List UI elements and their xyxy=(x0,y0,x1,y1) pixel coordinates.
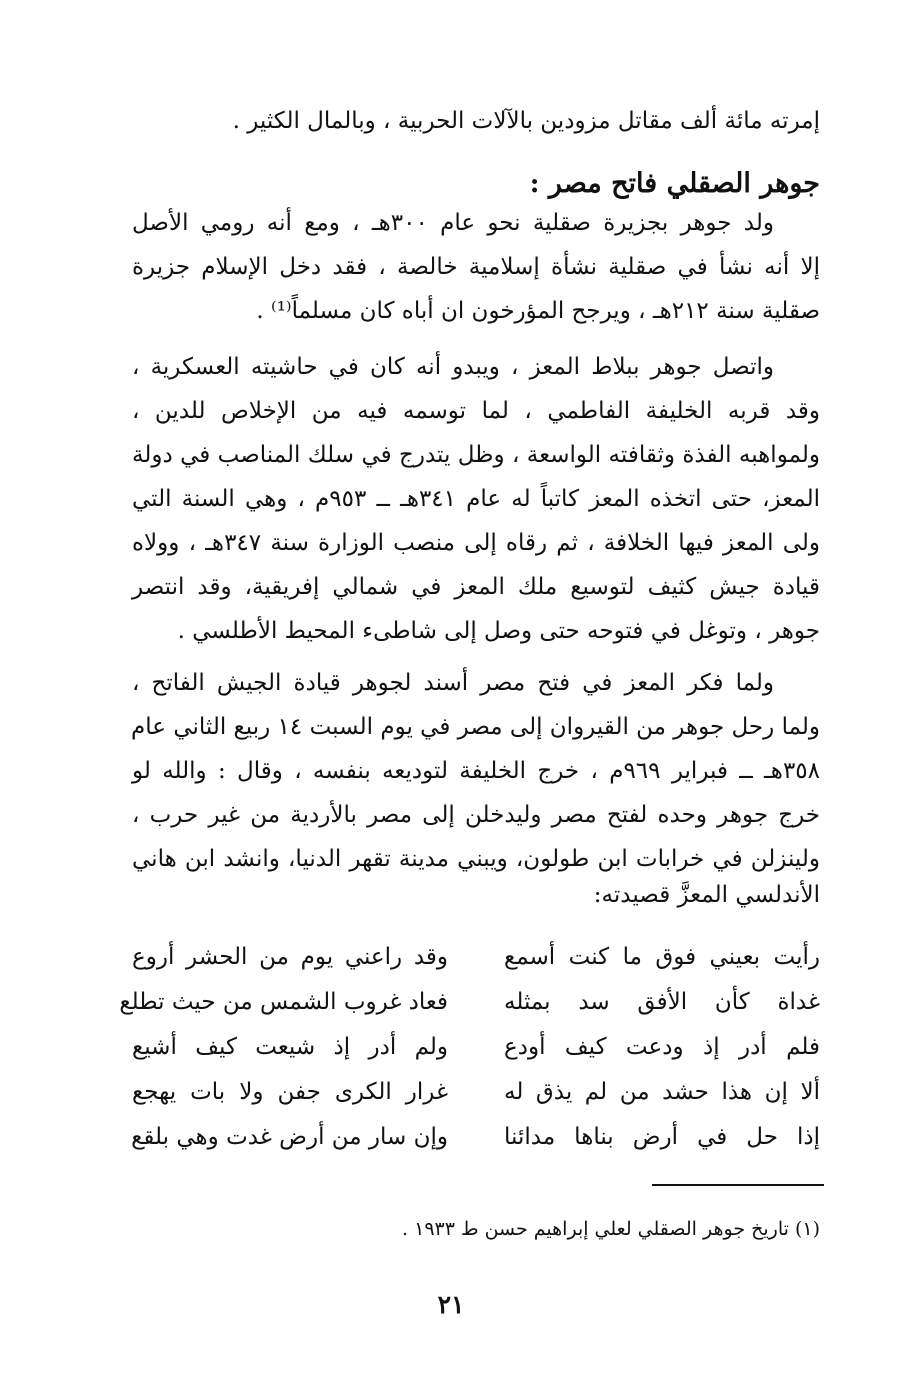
text-line: واتصل جوهر ببلاط المعز ، ويبدو أنه كان في حاشيته العسكرية ، xyxy=(132,354,774,380)
section-heading: جوهر الصقلي فاتح مصر : xyxy=(529,168,820,199)
paragraph-birth xyxy=(132,212,820,344)
text-line: ولينزلن في خرابات ابن طولون، ويبني مدينة تقهر الدنيا، وانشد ابن هاني xyxy=(132,846,820,872)
poem-second-hemistich: ولم أدر إذ شيعت كيف أشيع xyxy=(132,1034,448,1060)
text-line: ولما رحل جوهر من القيروان إلى مصر في يوم السبت ١٤ ربيع الثاني عام xyxy=(131,714,820,740)
text-line: إمرته مائة ألف مقاتل مزودين بالآلات الحربية ، وبالمال الكثير . xyxy=(232,108,820,134)
poem-second-hemistich: غرار الكرى جفن ولا بات يهجع xyxy=(132,1079,448,1105)
poem xyxy=(119,944,820,1169)
text-line: جوهر ، وتوغل في فتوحه حتى وصل إلى شاطىء المحيط الأطلسي . xyxy=(177,618,820,644)
page-number: ٢١ xyxy=(437,1290,465,1319)
poem-first-hemistich: فلم أدر إذ ودعت كيف أودع xyxy=(504,1034,820,1060)
text-line: ولما فكر المعز في فتح مصر أسند لجوهر قيادة الجيش الفاتح ، xyxy=(132,670,774,696)
intro-paragraph xyxy=(132,110,820,133)
footnote: (١) تاريخ جوهر الصقلي لعلي إبراهيم حسن ط ١٩٣٣ . xyxy=(402,1218,820,1240)
paragraph-career xyxy=(132,356,820,664)
footnote-separator xyxy=(652,1184,824,1186)
poem-verse xyxy=(132,1079,820,1124)
poem-verse xyxy=(119,989,820,1034)
poem-first-hemistich: ألا إن هذا حشد من لم يذق له xyxy=(504,1079,820,1105)
section-heading-block xyxy=(132,168,820,199)
text-line: ولد جوهر بجزيرة صقلية نحو عام ٣٠٠هـ ، ومع أنه رومي الأصل xyxy=(132,210,774,236)
text-line: الأندلسي المعزَّ قصيدته: xyxy=(593,882,820,908)
text-line: خرج جوهر وحده لفتح مصر وليدخلن إلى مصر بالأردية من غير حرب ، xyxy=(132,802,820,828)
poem-second-hemistich: فعاد غروب الشمس من حيث تطلع xyxy=(119,989,448,1015)
text-line: ولمواهبه الفذة وثقافته الواسعة ، وظل يتدرج في سلك المناصب في دولة xyxy=(132,442,820,468)
text-line: ولى المعز فيها الخلافة ، ثم رقاه إلى منصب الوزارة سنة ٣٤٧هـ ، وولاه xyxy=(132,530,820,556)
paragraph-conquest xyxy=(132,672,820,928)
text-line: وقد قربه الخليفة الفاطمي ، لما توسمه فيه من الإخلاص للدين ، xyxy=(132,398,820,424)
poem-first-hemistich: رأيت بعيني فوق ما كنت أسمع xyxy=(504,944,820,970)
text-line: صقلية سنة ٢١٢هـ ، ويرجح المؤرخون ان أباه كان مسلماً⁽¹⁾ . xyxy=(256,298,820,324)
poem-second-hemistich: وإن سار من أرض غدت وهي بلقع xyxy=(131,1124,448,1150)
text-line: إلا أنه نشأ في صقلية نشأة إسلامية خالصة ، فقد دخل الإسلام جزيرة xyxy=(132,254,820,280)
text-line: ٣٥٨هـ ــ فبراير ٩٦٩م ، خرج الخليفة لتوديعه بنفسه ، وقال : والله لو xyxy=(132,758,820,784)
poem-verse xyxy=(132,1124,820,1169)
poem-verse xyxy=(132,1034,820,1079)
poem-first-hemistich: غداة كأن الأفق سد بمثله xyxy=(504,989,820,1015)
text-line: المعز، حتى اتخذه المعز كاتباً له عام ٣٤١هـ ــ ٩٥٣م ، وهي السنة التي xyxy=(132,486,820,512)
poem-first-hemistich: إذا حل في أرض بناها مدائنا xyxy=(504,1124,820,1150)
poem-verse xyxy=(132,944,820,989)
text-line: قيادة جيش كثيف لتوسيع ملك المعز في شمالي إفريقية، وقد انتصر xyxy=(132,574,820,600)
poem-second-hemistich: وقد راعني يوم من الحشر أروع xyxy=(132,944,448,970)
